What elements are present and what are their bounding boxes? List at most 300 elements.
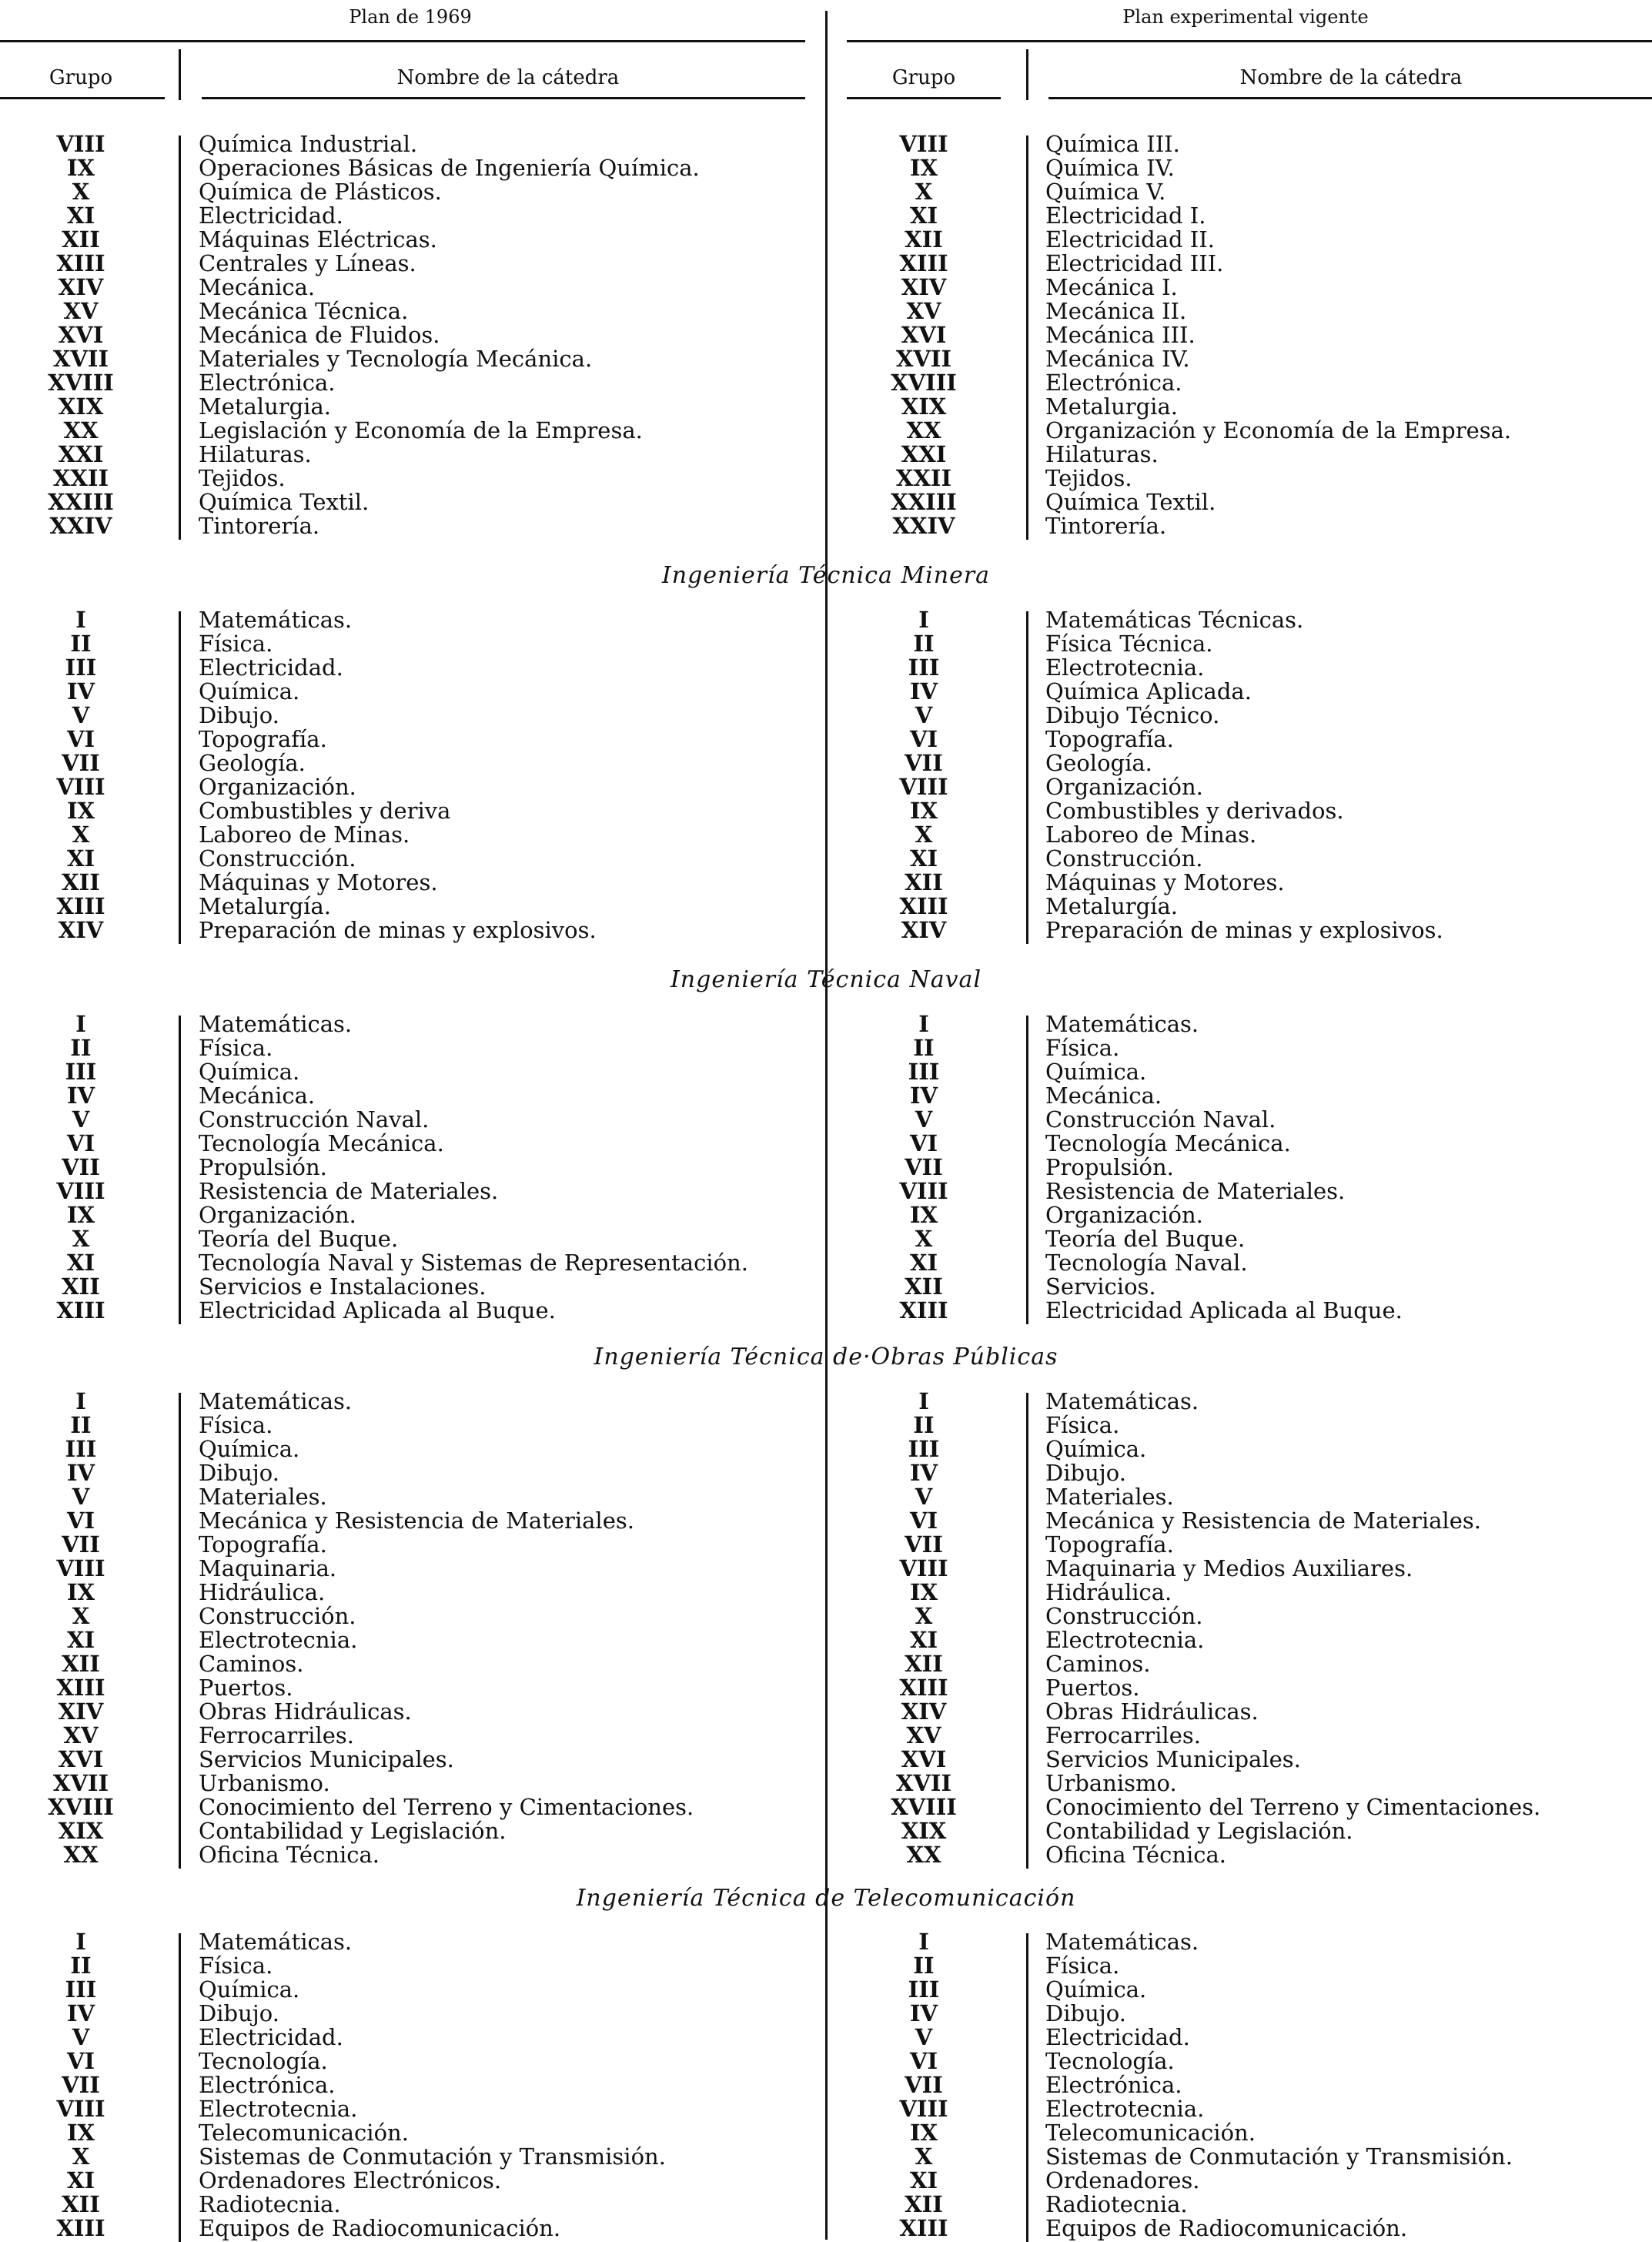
- left-group-number: IV: [66, 1083, 95, 1109]
- left-chair-name: Preparación de minas y explosivos.: [199, 917, 597, 943]
- left-group-number: VIII: [56, 774, 105, 800]
- right-chair-name: Combustibles y derivados.: [1045, 798, 1344, 824]
- right-group-number: III: [908, 1976, 940, 2003]
- right-group-number: XVIII: [891, 1794, 957, 1820]
- right-group-number: VII: [905, 1154, 943, 1180]
- left-group-number: XII: [62, 869, 100, 895]
- left-chair-name: Organización.: [199, 774, 356, 800]
- left-chair-name: Mecánica y Resistencia de Materiales.: [199, 1507, 634, 1534]
- left-chair-name: Máquinas Eléctricas.: [199, 226, 437, 253]
- right-chair-name: Tintorería.: [1045, 513, 1167, 539]
- left-group-number: XIII: [56, 1297, 105, 1323]
- left-chair-name: Telecomunicación.: [199, 2120, 409, 2146]
- left-group-number: I: [75, 1011, 86, 1037]
- left-chair-name: Legislación y Economía de la Empresa.: [199, 417, 643, 443]
- left-chair-name: Ordenadores Electrónicos.: [199, 2167, 502, 2193]
- left-chair-name: Topografía.: [199, 1531, 327, 1558]
- right-chair-name: Electrotecnia.: [1045, 1627, 1205, 1653]
- right-group-number: XIII: [899, 1675, 948, 1701]
- left-group-number: X: [72, 179, 90, 205]
- right-group-number: XI: [909, 1627, 938, 1653]
- left-chair-name: Construcción.: [199, 845, 356, 872]
- right-chair-name: Topografía.: [1045, 1531, 1174, 1558]
- left-chair-name: Física.: [199, 1953, 273, 1979]
- right-chair-name: Teoría del Buque.: [1045, 1226, 1246, 1252]
- left-group-number: XVI: [58, 1746, 104, 1772]
- right-group-number: IX: [909, 798, 938, 824]
- left-group-number: VIII: [56, 131, 105, 157]
- left-chair-name: Mecánica.: [199, 1083, 316, 1109]
- left-group-number: III: [65, 654, 97, 681]
- left-group-number: IV: [66, 1460, 95, 1486]
- right-chair-name: Conocimiento del Terreno y Cimentaciones.: [1045, 1794, 1541, 1820]
- left-chair-name: Mecánica.: [199, 274, 316, 300]
- right-chair-name: Propulsión.: [1045, 1154, 1174, 1180]
- right-chair-name: Oficina Técnica.: [1045, 1842, 1227, 1868]
- right-chair-name: Servicios.: [1045, 1273, 1156, 1300]
- right-chair-name: Matemáticas.: [1045, 1929, 1199, 1955]
- right-chair-name: Hilaturas.: [1045, 441, 1159, 467]
- left-chair-name: Dibujo.: [199, 702, 279, 728]
- left-group-number: V: [72, 1484, 90, 1510]
- left-chair-name: Resistencia de Materiales.: [199, 1178, 499, 1204]
- left-group-number: IV: [66, 678, 95, 704]
- right-chair-name: Organización.: [1045, 1202, 1203, 1228]
- left-name-column-rule: [179, 136, 181, 540]
- right-name-col-header: Nombre de la cátedra: [1239, 66, 1463, 89]
- right-group-number: II: [913, 631, 935, 657]
- right-chair-name: Mecánica III.: [1045, 322, 1196, 348]
- left-group-number: XIII: [56, 893, 105, 919]
- left-chair-name: Maquinaria.: [199, 1555, 337, 1581]
- right-group-number: IX: [909, 1202, 938, 1228]
- right-group-number: VIII: [899, 1555, 948, 1581]
- right-group-number: XIII: [899, 2215, 948, 2241]
- left-group-number: IX: [66, 1579, 95, 1605]
- left-chair-name: Matemáticas.: [199, 1388, 353, 1414]
- left-name-column-rule: [179, 1933, 181, 2242]
- right-group-underline: [847, 97, 1001, 99]
- right-header-vrule: [1026, 49, 1028, 100]
- right-chair-name: Metalurgía.: [1045, 893, 1178, 919]
- right-group-number: XV: [906, 298, 941, 324]
- right-group-number: XI: [909, 1250, 938, 1276]
- left-group-number: X: [72, 1226, 90, 1252]
- left-chair-name: Metalurgía.: [199, 893, 331, 919]
- left-group-number: VI: [66, 726, 95, 752]
- right-name-underline: [1048, 97, 1652, 99]
- right-chair-name: Tecnología Mecánica.: [1045, 1130, 1291, 1156]
- right-group-number: VI: [909, 1130, 938, 1156]
- left-chair-name: Tecnología Mecánica.: [199, 1130, 444, 1156]
- left-group-number: XXII: [52, 465, 109, 491]
- right-group-number: V: [915, 1484, 933, 1510]
- right-chair-name: Física.: [1045, 1953, 1120, 1979]
- right-chair-name: Electricidad II.: [1045, 226, 1215, 253]
- left-group-number: XII: [62, 1273, 100, 1300]
- right-group-number: X: [915, 179, 933, 205]
- left-group-number: IX: [66, 155, 95, 181]
- right-group-number: III: [908, 1059, 940, 1085]
- right-group-number: XX: [906, 1842, 941, 1868]
- left-chair-name: Servicios Municipales.: [199, 1746, 454, 1772]
- left-chair-name: Matemáticas.: [199, 1011, 353, 1037]
- left-chair-name: Química Industrial.: [199, 131, 418, 157]
- left-name-underline: [202, 97, 805, 99]
- left-chair-name: Obras Hidráulicas.: [199, 1698, 412, 1725]
- left-group-number: XIV: [58, 1698, 104, 1725]
- left-chair-name: Metalurgia.: [199, 393, 331, 420]
- left-chair-name: Química.: [199, 1436, 300, 1462]
- left-chair-name: Electrónica.: [199, 370, 336, 396]
- left-group-number: VIII: [56, 2096, 105, 2122]
- right-chair-name: Puertos.: [1045, 1675, 1140, 1701]
- right-chair-name: Organización y Economía de la Empresa.: [1045, 417, 1512, 443]
- right-chair-name: Construcción.: [1045, 1603, 1203, 1629]
- left-group-number: I: [75, 607, 86, 633]
- right-chair-name: Tecnología Naval.: [1045, 1250, 1248, 1276]
- right-group-number: II: [913, 1953, 935, 1979]
- left-group-number: XII: [62, 226, 100, 253]
- right-chair-name: Mecánica.: [1045, 1083, 1162, 1109]
- left-chair-name: Tejidos.: [199, 465, 286, 491]
- right-group-number: XII: [905, 2191, 943, 2217]
- left-group-number: V: [72, 2024, 90, 2050]
- right-chair-name: Matemáticas.: [1045, 1388, 1199, 1414]
- right-header-rule: [847, 40, 1652, 42]
- right-chair-name: Construcción.: [1045, 845, 1203, 872]
- right-group-number: II: [913, 1035, 935, 1061]
- right-group-number: III: [908, 654, 940, 681]
- right-group-number: VIII: [899, 774, 948, 800]
- right-chair-name: Electrónica.: [1045, 370, 1182, 396]
- left-chair-name: Oficina Técnica.: [199, 1842, 380, 1868]
- right-chair-name: Preparación de minas y explosivos.: [1045, 917, 1443, 943]
- left-chair-name: Conocimiento del Terreno y Cimentaciones.: [199, 1794, 694, 1820]
- right-chair-name: Ferrocarriles.: [1045, 1722, 1201, 1748]
- left-chair-name: Servicios e Instalaciones.: [199, 1273, 487, 1300]
- right-group-number: VII: [905, 2072, 943, 2098]
- left-group-number: XXIII: [48, 489, 114, 515]
- right-group-number: XIX: [901, 393, 947, 420]
- left-group-number: XI: [66, 202, 95, 229]
- left-group-number: II: [70, 631, 92, 657]
- left-chair-name: Centrales y Líneas.: [199, 250, 416, 276]
- left-chair-name: Electricidad.: [199, 2024, 343, 2050]
- left-group-number: XI: [66, 2167, 95, 2193]
- right-chair-name: Hidráulica.: [1045, 1579, 1172, 1605]
- left-group-number: II: [70, 1953, 92, 1979]
- right-group-number: V: [915, 1106, 933, 1133]
- left-group-number: XVIII: [48, 370, 114, 396]
- right-group-number: XIII: [899, 250, 948, 276]
- left-chair-name: Electricidad.: [199, 202, 343, 229]
- right-chair-name: Mecánica I.: [1045, 274, 1178, 300]
- left-header-vrule: [179, 49, 181, 100]
- right-chair-name: Máquinas y Motores.: [1045, 869, 1285, 895]
- right-group-number: IX: [909, 1579, 938, 1605]
- left-chair-name: Física.: [199, 1412, 273, 1438]
- left-group-number: IX: [66, 2120, 95, 2146]
- left-chair-name: Química.: [199, 1976, 300, 2003]
- left-chair-name: Electricidad Aplicada al Buque.: [199, 1297, 556, 1323]
- left-group-number: V: [72, 1106, 90, 1133]
- right-chair-name: Química Textil.: [1045, 489, 1216, 515]
- right-chair-name: Caminos.: [1045, 1651, 1151, 1677]
- right-name-column-rule: [1026, 136, 1028, 540]
- right-group-number: II: [913, 1412, 935, 1438]
- left-chair-name: Organización.: [199, 1202, 356, 1228]
- right-group-number: X: [915, 2143, 933, 2170]
- right-name-column-rule: [1026, 1016, 1028, 1324]
- left-chair-name: Propulsión.: [199, 1154, 327, 1180]
- right-group-number: XIV: [901, 274, 947, 300]
- right-chair-name: Maquinaria y Medios Auxiliares.: [1045, 1555, 1413, 1581]
- right-chair-name: Organización.: [1045, 774, 1203, 800]
- right-chair-name: Equipos de Radiocomunicación.: [1045, 2215, 1408, 2241]
- left-chair-name: Geología.: [199, 750, 306, 776]
- left-plan-title: Plan de 1969: [349, 6, 472, 28]
- right-group-number: I: [918, 1929, 929, 1955]
- left-chair-name: Combustibles y deriva: [199, 798, 451, 824]
- left-chair-name: Electrónica.: [199, 2072, 336, 2098]
- section-title: Ingeniería Técnica Naval: [670, 966, 982, 993]
- right-chair-name: Electrotecnia.: [1045, 654, 1205, 681]
- right-chair-name: Física.: [1045, 1412, 1120, 1438]
- right-plan-title: Plan experimental vigente: [1122, 6, 1369, 28]
- left-chair-name: Urbanismo.: [199, 1770, 330, 1796]
- left-chair-name: Física.: [199, 1035, 273, 1061]
- right-chair-name: Tejidos.: [1045, 465, 1132, 491]
- left-group-number: XX: [63, 1842, 99, 1868]
- left-chair-name: Electricidad.: [199, 654, 343, 681]
- left-group-number: X: [72, 822, 90, 848]
- left-group-number: XX: [63, 417, 99, 443]
- right-group-number: VII: [905, 1531, 943, 1558]
- right-chair-name: Tecnología.: [1045, 2048, 1175, 2074]
- left-group-number: XV: [63, 298, 99, 324]
- left-group-number: III: [65, 1976, 97, 2003]
- left-chair-name: Matemáticas.: [199, 1929, 353, 1955]
- right-chair-name: Electricidad III.: [1045, 250, 1224, 276]
- left-chair-name: Química Textil.: [199, 489, 370, 515]
- right-group-number: XIX: [901, 1818, 947, 1844]
- right-chair-name: Electricidad Aplicada al Buque.: [1045, 1297, 1403, 1323]
- left-group-number: XVII: [52, 1770, 109, 1796]
- left-name-col-header: Nombre de la cátedra: [396, 66, 620, 89]
- left-chair-name: Contabilidad y Legislación.: [199, 1818, 507, 1844]
- right-group-number: VI: [909, 2048, 938, 2074]
- left-chair-name: Topografía.: [199, 726, 327, 752]
- left-group-number: X: [72, 2143, 90, 2170]
- right-chair-name: Dibujo.: [1045, 1460, 1126, 1486]
- right-group-number: XII: [905, 1273, 943, 1300]
- left-chair-name: Caminos.: [199, 1651, 304, 1677]
- right-group-number: VI: [909, 726, 938, 752]
- right-group-number: IV: [909, 678, 938, 704]
- right-chair-name: Química V.: [1045, 179, 1166, 205]
- right-chair-name: Ordenadores.: [1045, 2167, 1200, 2193]
- right-group-number: I: [918, 607, 929, 633]
- left-chair-name: Máquinas y Motores.: [199, 869, 438, 895]
- right-chair-name: Química.: [1045, 1976, 1147, 2003]
- right-chair-name: Sistemas de Conmutación y Transmisión.: [1045, 2143, 1513, 2170]
- left-chair-name: Dibujo.: [199, 2000, 279, 2026]
- right-chair-name: Química.: [1045, 1436, 1147, 1462]
- right-group-number: V: [915, 702, 933, 728]
- left-group-number: IX: [66, 1202, 95, 1228]
- left-chair-name: Materiales.: [199, 1484, 327, 1510]
- right-group-number: IV: [909, 1460, 938, 1486]
- left-group-number: XXIV: [49, 513, 112, 539]
- left-group-number: XVIII: [48, 1794, 114, 1820]
- left-chair-name: Tecnología.: [199, 2048, 328, 2074]
- right-group-number: XVIII: [891, 370, 957, 396]
- left-chair-name: Química.: [199, 1059, 300, 1085]
- right-group-number: XV: [906, 1722, 941, 1748]
- left-group-number: XIX: [58, 393, 104, 420]
- left-chair-name: Radiotecnia.: [199, 2191, 341, 2217]
- left-chair-name: Materiales y Tecnología Mecánica.: [199, 346, 593, 372]
- left-group-number: XIII: [56, 2215, 105, 2241]
- right-group-number: XIII: [899, 893, 948, 919]
- right-chair-name: Radiotecnia.: [1045, 2191, 1188, 2217]
- section-title: Ingeniería Técnica de·Obras Públicas: [594, 1344, 1058, 1370]
- right-chair-name: Telecomunicación.: [1045, 2120, 1256, 2146]
- right-chair-name: Metalurgia.: [1045, 393, 1178, 420]
- left-group-number: XIV: [58, 274, 104, 300]
- left-chair-name: Hilaturas.: [199, 441, 312, 467]
- left-chair-name: Ferrocarriles.: [199, 1722, 354, 1748]
- right-group-col-header: Grupo: [891, 66, 956, 89]
- right-group-number: XI: [909, 845, 938, 872]
- right-group-number: XIII: [899, 1297, 948, 1323]
- left-chair-name: Tintorería.: [199, 513, 320, 539]
- right-group-number: XXIII: [891, 489, 957, 515]
- left-chair-name: Química.: [199, 678, 300, 704]
- left-chair-name: Electrotecnia.: [199, 1627, 358, 1653]
- right-chair-name: Servicios Municipales.: [1045, 1746, 1301, 1772]
- left-group-number: II: [70, 1412, 92, 1438]
- right-group-number: XIV: [901, 1698, 947, 1725]
- right-group-number: X: [915, 822, 933, 848]
- right-chair-name: Materiales.: [1045, 1484, 1174, 1510]
- section-title: Ingeniería Técnica de Telecomunicación: [576, 1885, 1076, 1912]
- right-chair-name: Electrónica.: [1045, 2072, 1182, 2098]
- left-chair-name: Puertos.: [199, 1675, 293, 1701]
- right-group-number: XXI: [901, 441, 947, 467]
- right-chair-name: Mecánica II.: [1045, 298, 1187, 324]
- right-chair-name: Física Técnica.: [1045, 631, 1213, 657]
- left-group-number: VI: [66, 2048, 95, 2074]
- left-group-number: VIII: [56, 1555, 105, 1581]
- right-name-column-rule: [1026, 1933, 1028, 2242]
- left-group-number: IV: [66, 2000, 95, 2026]
- left-chair-name: Electrotecnia.: [199, 2096, 358, 2122]
- right-group-number: XXII: [895, 465, 952, 491]
- right-group-number: VIII: [899, 1178, 948, 1204]
- left-group-number: XI: [66, 1250, 95, 1276]
- right-group-number: XIV: [901, 917, 947, 943]
- right-group-number: XVI: [901, 322, 947, 348]
- left-group-number: XVI: [58, 322, 104, 348]
- right-group-number: I: [918, 1388, 929, 1414]
- right-chair-name: Obras Hidráulicas.: [1045, 1698, 1259, 1725]
- left-chair-name: Física.: [199, 631, 273, 657]
- right-chair-name: Mecánica y Resistencia de Materiales.: [1045, 1507, 1481, 1534]
- right-group-number: XVII: [895, 1770, 952, 1796]
- right-chair-name: Dibujo Técnico.: [1045, 702, 1220, 728]
- left-group-number: XXI: [58, 441, 104, 467]
- left-header-rule: [0, 40, 805, 42]
- left-chair-name: Construcción.: [199, 1603, 356, 1629]
- right-name-column-rule: [1026, 1393, 1028, 1869]
- right-group-number: XX: [906, 417, 941, 443]
- right-group-number: I: [918, 1011, 929, 1037]
- left-name-column-rule: [179, 1393, 181, 1869]
- left-chair-name: Dibujo.: [199, 1460, 279, 1486]
- left-group-number: V: [72, 702, 90, 728]
- right-group-number: VIII: [899, 131, 948, 157]
- left-chair-name: Laboreo de Minas.: [199, 822, 410, 848]
- right-group-number: IX: [909, 155, 938, 181]
- right-group-number: XII: [905, 1651, 943, 1677]
- left-group-number: XI: [66, 845, 95, 872]
- left-chair-name: Sistemas de Conmutación y Transmisión.: [199, 2143, 666, 2170]
- right-group-number: XI: [909, 202, 938, 229]
- left-group-number: II: [70, 1035, 92, 1061]
- right-group-number: IX: [909, 2120, 938, 2146]
- left-chair-name: Tecnología Naval y Sistemas de Representación.: [199, 1250, 748, 1276]
- left-group-number: XIII: [56, 250, 105, 276]
- left-group-number: X: [72, 1603, 90, 1629]
- right-group-number: X: [915, 1603, 933, 1629]
- right-chair-name: Laboreo de Minas.: [1045, 822, 1257, 848]
- right-chair-name: Matemáticas Técnicas.: [1045, 607, 1304, 633]
- right-group-number: VI: [909, 1507, 938, 1534]
- left-group-number: III: [65, 1436, 97, 1462]
- left-group-number: XV: [63, 1722, 99, 1748]
- right-chair-name: Electricidad I.: [1045, 202, 1206, 229]
- right-chair-name: Dibujo.: [1045, 2000, 1126, 2026]
- left-chair-name: Hidráulica.: [199, 1579, 326, 1605]
- left-group-number: XII: [62, 2191, 100, 2217]
- left-group-number: XIII: [56, 1675, 105, 1701]
- right-chair-name: Química III.: [1045, 131, 1180, 157]
- right-group-number: XVII: [895, 346, 952, 372]
- right-chair-name: Resistencia de Materiales.: [1045, 1178, 1346, 1204]
- left-group-number: VII: [62, 1154, 100, 1180]
- right-chair-name: Construcción Naval.: [1045, 1106, 1276, 1133]
- left-group-number: VII: [62, 1531, 100, 1558]
- left-group-number: XVII: [52, 346, 109, 372]
- right-chair-name: Urbanismo.: [1045, 1770, 1177, 1796]
- left-group-number: XIV: [58, 917, 104, 943]
- left-group-number: III: [65, 1059, 97, 1085]
- right-group-number: IV: [909, 1083, 938, 1109]
- right-chair-name: Matemáticas.: [1045, 1011, 1199, 1037]
- right-group-number: V: [915, 2024, 933, 2050]
- right-group-number: IV: [909, 2000, 938, 2026]
- right-group-number: X: [915, 1226, 933, 1252]
- left-chair-name: Equipos de Radiocomunicación.: [199, 2215, 561, 2241]
- right-group-number: VII: [905, 750, 943, 776]
- left-group-number: XIX: [58, 1818, 104, 1844]
- right-group-number: XXIV: [892, 513, 955, 539]
- left-name-column-rule: [179, 1016, 181, 1324]
- right-chair-name: Topografía.: [1045, 726, 1174, 752]
- right-chair-name: Química Aplicada.: [1045, 678, 1252, 704]
